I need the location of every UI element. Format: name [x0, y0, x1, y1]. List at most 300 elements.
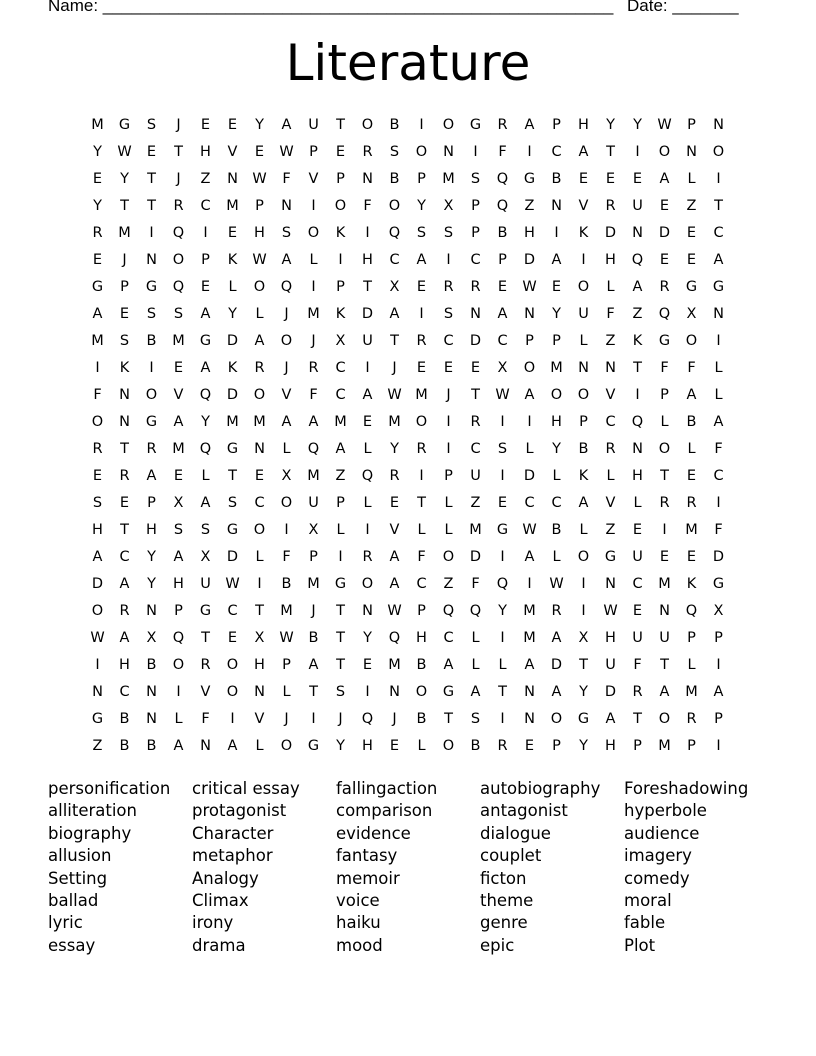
grid-letter: B: [470, 738, 481, 754]
grid-letter: P: [471, 225, 480, 241]
grid-letter: C: [713, 225, 724, 241]
grid-letter: E: [605, 171, 616, 187]
grid-letter: R: [551, 603, 562, 619]
grid-letter: Y: [201, 414, 210, 430]
grid-letter: J: [284, 306, 289, 322]
grid-letter: Q: [307, 441, 320, 457]
grid-letter: I: [149, 360, 154, 376]
grid-letter: N: [713, 117, 724, 133]
grid-letter: L: [579, 522, 588, 538]
grid-letter: I: [95, 360, 100, 376]
grid-letter: I: [473, 144, 478, 160]
grid-letter: O: [523, 360, 536, 376]
grid-letter: R: [254, 360, 265, 376]
grid-letter: V: [605, 387, 616, 403]
grid-letter: E: [686, 225, 697, 241]
grid-letter: L: [417, 738, 426, 754]
grid-letter: Y: [363, 630, 372, 646]
grid-row: [84, 301, 732, 328]
grid-letter: L: [255, 549, 264, 565]
grid-letter: T: [633, 360, 642, 376]
grid-letter: H: [551, 414, 562, 430]
grid-letter: I: [500, 468, 505, 484]
grid-letter: X: [497, 360, 508, 376]
grid-letter: R: [470, 279, 481, 295]
grid-letter: A: [281, 414, 292, 430]
grid-letter: F: [498, 144, 507, 160]
grid-letter: R: [470, 414, 481, 430]
grid-letter: J: [284, 360, 289, 376]
grid-letter: A: [713, 414, 724, 430]
page-title: Literature: [285, 34, 531, 92]
grid-letter: R: [659, 495, 670, 511]
grid-row: [84, 166, 732, 193]
grid-letter: R: [119, 468, 130, 484]
grid-letter: D: [712, 549, 725, 565]
grid-letter: R: [686, 495, 697, 511]
grid-letter: L: [471, 657, 480, 673]
grid-letter: S: [173, 522, 184, 538]
grid-letter: L: [606, 279, 615, 295]
grid-letter: B: [146, 657, 157, 673]
grid-row: [84, 733, 732, 760]
grid-letter: F: [687, 360, 696, 376]
grid-letter: C: [200, 198, 211, 214]
grid-letter: X: [308, 522, 319, 538]
grid-letter: P: [714, 630, 723, 646]
word-list-item: fantasy: [336, 846, 398, 866]
grid-letter: Q: [442, 603, 455, 619]
grid-letter: N: [605, 576, 616, 592]
grid-letter: T: [336, 630, 345, 646]
grid-letter: T: [228, 468, 237, 484]
grid-letter: D: [604, 684, 617, 700]
grid-letter: E: [119, 495, 130, 511]
grid-letter: Y: [336, 738, 345, 754]
word-list-item: mood: [336, 935, 383, 955]
grid-letter: K: [119, 360, 130, 376]
grid-letter: I: [257, 576, 262, 592]
grid-letter: U: [605, 657, 616, 673]
grid-letter: E: [632, 171, 643, 187]
word-list-item: voice: [336, 890, 380, 910]
grid-letter: I: [95, 657, 100, 673]
grid-letter: E: [443, 360, 454, 376]
grid-letter: R: [173, 198, 184, 214]
grid-letter: N: [713, 306, 724, 322]
grid-letter: A: [362, 387, 373, 403]
name-label: Name: ______________________________________________________: [48, 0, 614, 15]
grid-letter: W: [252, 171, 267, 187]
grid-letter: T: [714, 198, 723, 214]
grid-letter: E: [362, 414, 373, 430]
grid-letter: O: [415, 144, 428, 160]
grid-letter: Q: [172, 630, 185, 646]
grid-letter: O: [253, 387, 266, 403]
grid-letter: G: [307, 738, 320, 754]
grid-letter: X: [389, 279, 400, 295]
grid-letter: B: [497, 225, 508, 241]
grid-letter: Z: [524, 198, 535, 214]
grid-letter: E: [254, 144, 265, 160]
grid-letter: B: [416, 711, 427, 727]
grid-letter: O: [415, 414, 428, 430]
grid-letter: S: [416, 225, 427, 241]
grid-letter: G: [199, 603, 212, 619]
grid-row: [84, 598, 732, 625]
grid-letter: J: [284, 711, 289, 727]
word-list-item: drama: [192, 935, 246, 955]
grid-letter: I: [149, 225, 154, 241]
grid-letter: M: [307, 468, 320, 484]
grid-letter: G: [199, 333, 212, 349]
grid-letter: P: [525, 333, 534, 349]
grid-letter: J: [446, 387, 451, 403]
word-list-item: biography: [48, 823, 132, 843]
grid-letter: V: [227, 144, 238, 160]
grid-letter: P: [336, 279, 345, 295]
grid-letter: Z: [470, 495, 481, 511]
grid-letter: A: [551, 252, 562, 268]
grid-letter: R: [200, 657, 211, 673]
grid-letter: N: [146, 252, 157, 268]
grid-letter: E: [335, 144, 346, 160]
grid-letter: W: [279, 630, 294, 646]
grid-letter: U: [632, 630, 643, 646]
grid-letter: W: [387, 603, 402, 619]
grid-letter: U: [200, 576, 211, 592]
grid-letter: P: [687, 738, 696, 754]
grid-letter: A: [308, 657, 319, 673]
grid-letter: J: [392, 360, 397, 376]
word-list-item: irony: [192, 913, 234, 933]
grid-letter: V: [578, 198, 589, 214]
grid-letter: R: [416, 441, 427, 457]
grid-letter: P: [552, 738, 561, 754]
grid-letter: O: [253, 522, 266, 538]
grid-row: [84, 679, 732, 706]
grid-letter: D: [604, 225, 617, 241]
grid-letter: L: [201, 468, 210, 484]
date-label: Date: _______: [627, 0, 739, 15]
grid-letter: E: [578, 171, 589, 187]
word-list-item: hyperbole: [624, 801, 707, 821]
grid-letter: O: [442, 117, 455, 133]
grid-letter: A: [605, 711, 616, 727]
grid-letter: E: [659, 549, 670, 565]
grid-letter: L: [309, 252, 318, 268]
grid-letter: B: [389, 171, 400, 187]
grid-letter: M: [388, 414, 401, 430]
grid-letter: T: [363, 279, 372, 295]
grid-letter: A: [389, 549, 400, 565]
grid-letter: V: [200, 684, 211, 700]
grid-letter: I: [365, 684, 370, 700]
word-list-item: ballad: [48, 890, 99, 910]
grid-letter: Y: [390, 441, 399, 457]
grid-letter: X: [200, 549, 211, 565]
grid-letter: C: [389, 252, 400, 268]
grid-letter: E: [497, 279, 508, 295]
grid-letter: N: [362, 171, 373, 187]
grid-letter: E: [470, 360, 481, 376]
grid-letter: L: [282, 441, 291, 457]
grid-letter: A: [254, 333, 265, 349]
grid-letter: Z: [605, 522, 616, 538]
grid-letter: I: [311, 711, 316, 727]
word-list-item: ficton: [480, 868, 527, 888]
grid-letter: K: [578, 468, 589, 484]
grid-letter: K: [632, 333, 643, 349]
grid-letter: A: [200, 306, 211, 322]
grid-letter: I: [365, 522, 370, 538]
grid-letter: V: [173, 387, 184, 403]
word-list-item: imagery: [624, 846, 692, 866]
grid-letter: L: [444, 522, 453, 538]
grid-letter: H: [416, 630, 427, 646]
grid-letter: A: [686, 387, 697, 403]
grid-letter: R: [632, 684, 643, 700]
grid-letter: B: [281, 576, 292, 592]
word-list-item: alliteration: [48, 801, 137, 821]
grid-letter: A: [119, 576, 130, 592]
grid-letter: E: [92, 468, 103, 484]
grid-letter: X: [335, 333, 346, 349]
grid-letter: C: [416, 576, 427, 592]
grid-letter: T: [633, 711, 642, 727]
grid-letter: G: [523, 171, 536, 187]
grid-letter: L: [417, 522, 426, 538]
grid-letter: I: [527, 144, 532, 160]
grid-letter: Z: [200, 171, 211, 187]
grid-letter: O: [334, 198, 347, 214]
grid-letter: I: [419, 117, 424, 133]
grid-letter: O: [172, 252, 185, 268]
grid-letter: T: [660, 468, 669, 484]
grid-letter: Y: [633, 117, 642, 133]
grid-letter: U: [362, 333, 373, 349]
grid-letter: R: [308, 360, 319, 376]
grid-letter: L: [471, 630, 480, 646]
grid-row: [84, 652, 732, 679]
grid-letter: S: [200, 522, 211, 538]
grid-letter: C: [227, 603, 238, 619]
grid-row: [84, 409, 732, 436]
grid-letter: M: [118, 225, 131, 241]
grid-letter: C: [470, 252, 481, 268]
word-list-item: evidence: [336, 823, 411, 843]
grid-letter: Y: [552, 306, 561, 322]
grid-letter: T: [606, 144, 615, 160]
grid-letter: O: [685, 333, 698, 349]
grid-row: [84, 571, 732, 598]
word-column: [48, 778, 170, 957]
word-list-item: metaphor: [192, 846, 273, 866]
grid-letter: I: [500, 549, 505, 565]
word-list-item: Foreshadowing: [624, 779, 749, 798]
grid-letter: U: [632, 549, 643, 565]
grid-letter: I: [446, 252, 451, 268]
grid-letter: G: [145, 279, 158, 295]
grid-letter: T: [120, 522, 129, 538]
grid-letter: B: [578, 441, 589, 457]
grid-letter: C: [335, 360, 346, 376]
grid-letter: I: [500, 711, 505, 727]
grid-letter: R: [659, 279, 670, 295]
grid-letter: A: [470, 684, 481, 700]
grid-row: [84, 220, 732, 247]
grid-letter: D: [523, 252, 536, 268]
grid-letter: P: [309, 144, 318, 160]
grid-letter: U: [470, 468, 481, 484]
grid-letter: O: [226, 684, 239, 700]
grid-letter: C: [443, 333, 454, 349]
grid-letter: E: [497, 495, 508, 511]
grid-letter: X: [146, 630, 157, 646]
word-column: [624, 778, 748, 957]
grid-letter: M: [523, 630, 536, 646]
grid-letter: M: [658, 576, 671, 592]
grid-row: [84, 436, 732, 463]
word-list-item: couplet: [480, 846, 542, 866]
grid-letter: A: [173, 549, 184, 565]
grid-letter: H: [605, 252, 616, 268]
grid-letter: L: [255, 738, 264, 754]
grid-letter: F: [417, 549, 426, 565]
grid-letter: N: [254, 684, 265, 700]
grid-letter: A: [389, 576, 400, 592]
grid-letter: T: [444, 711, 453, 727]
grid-letter: M: [307, 306, 320, 322]
grid-letter: A: [713, 252, 724, 268]
grid-letter: I: [527, 576, 532, 592]
grid-letter: J: [176, 171, 181, 187]
grid-letter: G: [145, 414, 158, 430]
grid-letter: Y: [228, 306, 237, 322]
grid-letter: L: [525, 441, 534, 457]
grid-letter: Q: [496, 576, 509, 592]
grid-letter: Y: [579, 684, 588, 700]
grid-letter: H: [578, 117, 589, 133]
grid-letter: I: [716, 738, 721, 754]
grid-letter: D: [91, 576, 104, 592]
grid-letter: I: [176, 684, 181, 700]
grid-letter: A: [524, 387, 535, 403]
grid-letter: P: [633, 738, 642, 754]
grid-letter: J: [176, 117, 181, 133]
grid-letter: P: [552, 117, 561, 133]
grid-letter: E: [227, 225, 238, 241]
grid-letter: A: [578, 495, 589, 511]
grid-letter: W: [522, 279, 537, 295]
grid-letter: V: [308, 171, 319, 187]
grid-letter: W: [279, 144, 294, 160]
grid-letter: O: [577, 549, 590, 565]
grid-letter: A: [119, 630, 130, 646]
grid-letter: I: [311, 198, 316, 214]
grid-letter: O: [442, 738, 455, 754]
grid-letter: U: [308, 117, 319, 133]
grid-letter: S: [146, 306, 157, 322]
grid-letter: H: [632, 468, 643, 484]
grid-letter: R: [605, 441, 616, 457]
grid-letter: L: [660, 414, 669, 430]
grid-letter: I: [284, 522, 289, 538]
grid-letter: T: [336, 657, 345, 673]
grid-letter: U: [632, 198, 643, 214]
grid-letter: E: [632, 603, 643, 619]
grid-letter: T: [471, 387, 480, 403]
grid-letter: L: [336, 522, 345, 538]
grid-letter: N: [605, 360, 616, 376]
grid-letter: Q: [388, 225, 401, 241]
grid-letter: I: [662, 522, 667, 538]
grid-letter: L: [687, 657, 696, 673]
grid-letter: L: [714, 387, 723, 403]
grid-letter: T: [336, 603, 345, 619]
grid-letter: S: [443, 225, 454, 241]
grid-letter: B: [119, 738, 130, 754]
grid-letter: I: [365, 225, 370, 241]
word-list-item: epic: [480, 935, 515, 955]
grid-letter: G: [604, 549, 617, 565]
grid-letter: A: [416, 252, 427, 268]
grid-letter: A: [632, 279, 643, 295]
grid-letter: O: [307, 225, 320, 241]
grid-letter: K: [578, 225, 589, 241]
grid-letter: O: [361, 576, 374, 592]
grid-letter: Y: [498, 603, 507, 619]
grid-letter: N: [578, 360, 589, 376]
word-list-item: dialogue: [480, 823, 551, 843]
grid-letter: O: [658, 144, 671, 160]
grid-letter: I: [635, 387, 640, 403]
grid-letter: H: [173, 576, 184, 592]
grid-letter: C: [254, 495, 265, 511]
grid-letter: N: [632, 441, 643, 457]
grid-letter: D: [523, 468, 536, 484]
grid-letter: Q: [496, 171, 509, 187]
grid-letter: X: [173, 495, 184, 511]
grid-letter: L: [579, 333, 588, 349]
grid-letter: Y: [255, 117, 264, 133]
grid-letter: T: [390, 333, 399, 349]
grid-letter: G: [712, 279, 725, 295]
grid-letter: G: [712, 576, 725, 592]
grid-letter: A: [92, 549, 103, 565]
grid-letter: N: [686, 144, 697, 160]
grid-letter: C: [713, 468, 724, 484]
grid-letter: I: [716, 333, 721, 349]
grid-letter: N: [227, 171, 238, 187]
grid-letter: Q: [172, 279, 185, 295]
grid-letter: R: [416, 333, 427, 349]
grid-letter: P: [471, 198, 480, 214]
grid-letter: L: [687, 171, 696, 187]
grid-letter: E: [227, 630, 238, 646]
grid-letter: O: [91, 414, 104, 430]
grid-letter: U: [659, 630, 670, 646]
grid-letter: N: [119, 414, 130, 430]
grid-letter: E: [659, 252, 670, 268]
grid-letter: P: [174, 603, 183, 619]
grid-letter: G: [91, 279, 104, 295]
grid-letter: L: [174, 711, 183, 727]
grid-row: [84, 193, 732, 220]
grid-letter: F: [471, 576, 480, 592]
grid-letter: E: [173, 468, 184, 484]
grid-letter: E: [416, 360, 427, 376]
